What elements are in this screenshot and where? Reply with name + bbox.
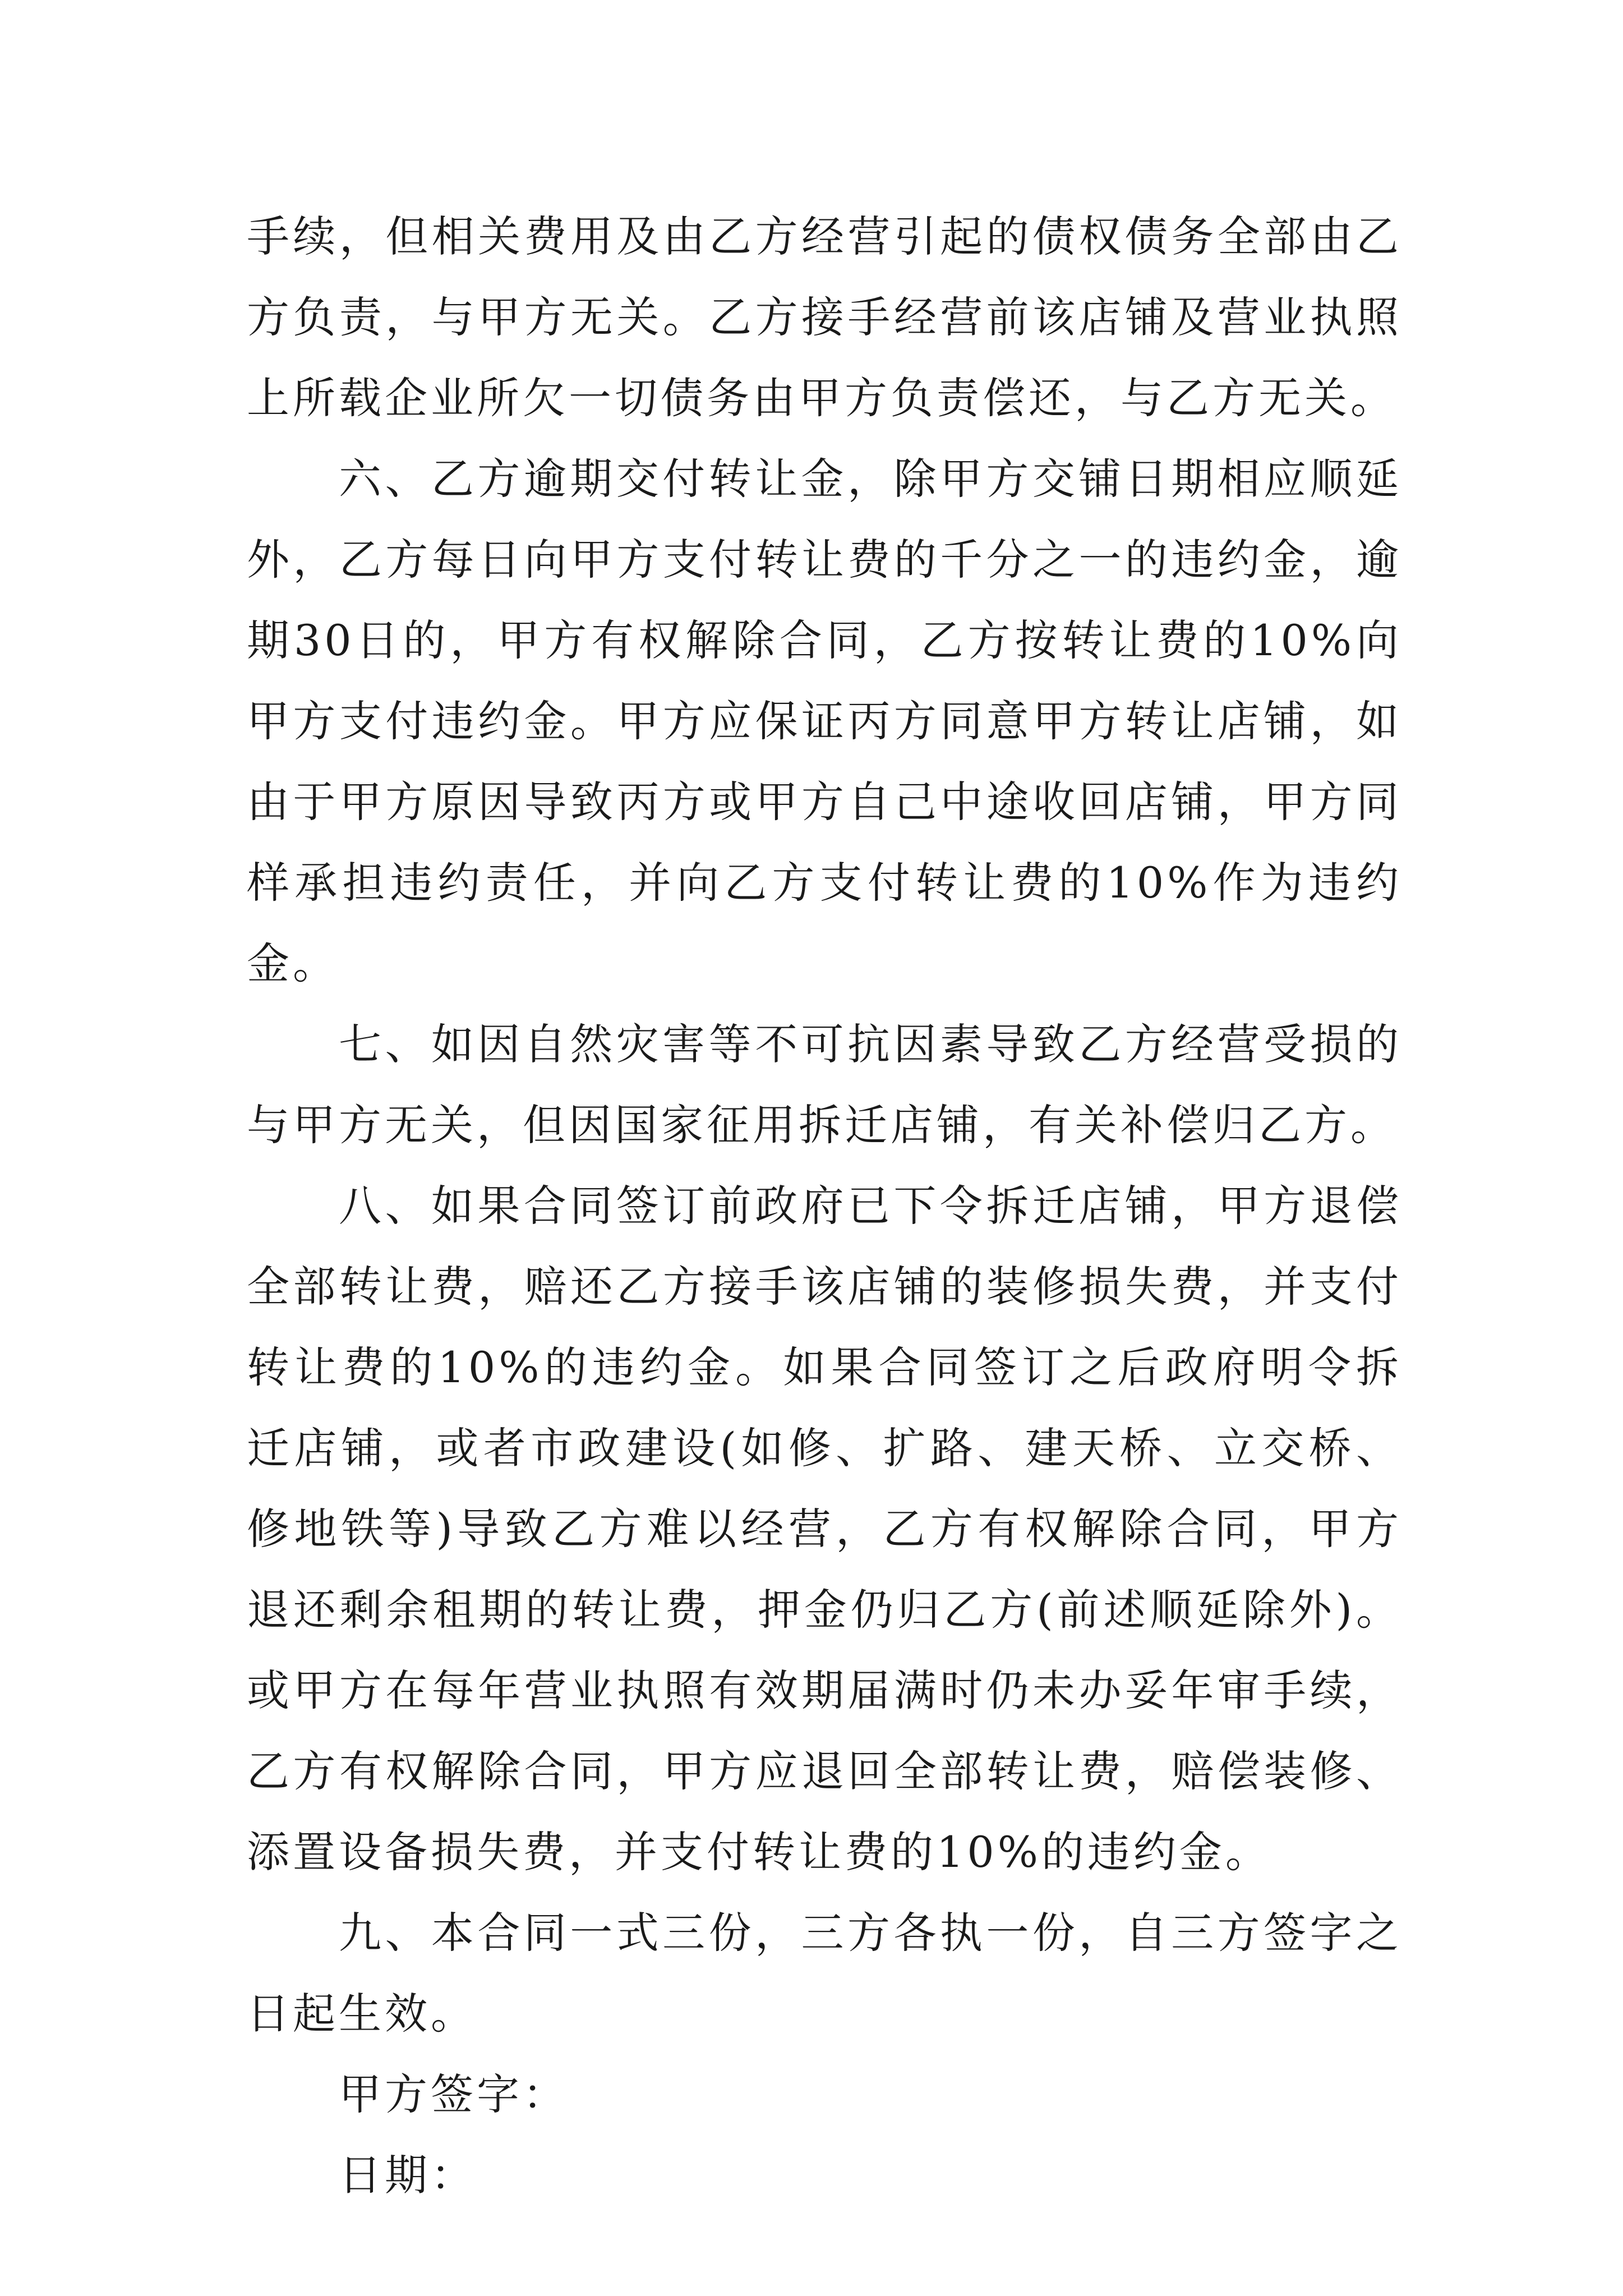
paragraph-continuation: 手续，但相关费用及由乙方经营引起的债权债务全部由乙方负责，与甲方无关。乙方接手经营前该店铺及营业执照上所载企业所欠一切债务由甲方负责偿还，与乙方无关。: [247, 211, 1402, 423]
party-a-signature-label: 甲方签字：: [339, 2069, 569, 2119]
clause-six: 六、乙方逾期交付转让金，除甲方交铺日期相应顺延外，乙方每日向甲方支付转让费的千分之一的违约金，逾期30日的，甲方有权解除合同，乙方按转让费的10%向甲方支付违约金。甲方应保证丙方同意甲方转让店铺，如由于甲方原因导致丙方或甲方自己中途收回店铺，甲方同样承担违约责任，并向乙方支付转让费的10%作为违约金。: [247, 454, 1402, 988]
document-body: [247, 196, 1402, 2216]
date-label: 日期：: [339, 2150, 477, 2200]
clause-eight: 八、如果合同签订前政府已下令拆迁店铺，甲方退偿全部转让费，赔还乙方接手该店铺的装修损失费，并支付转让费的10%的违约金。如果合同签订之后政府明令拆迁店铺，或者市政建设(如修、扩路、建天桥、立交桥、修地铁等)导致乙方难以经营，乙方有权解除合同，甲方退还剩余租期的转让费，押金仍归乙方(前述顺延除外)。或甲方在每年营业执照有效期届满时仍未办妥年审手续，乙方有权解除合同，甲方应退回全部转让费，赔偿装修、添置设备损失费，并支付转让费的10%的违约金。: [247, 1181, 1402, 1877]
clause-nine: 九、本合同一式三份，三方各执一份，自三方签字之日起生效。: [247, 1908, 1402, 2039]
clause-seven: 七、如因自然灾害等不可抗因素导致乙方经营受损的与甲方无关，但因国家征用拆迁店铺，有关补偿归乙方。: [247, 1019, 1402, 1150]
